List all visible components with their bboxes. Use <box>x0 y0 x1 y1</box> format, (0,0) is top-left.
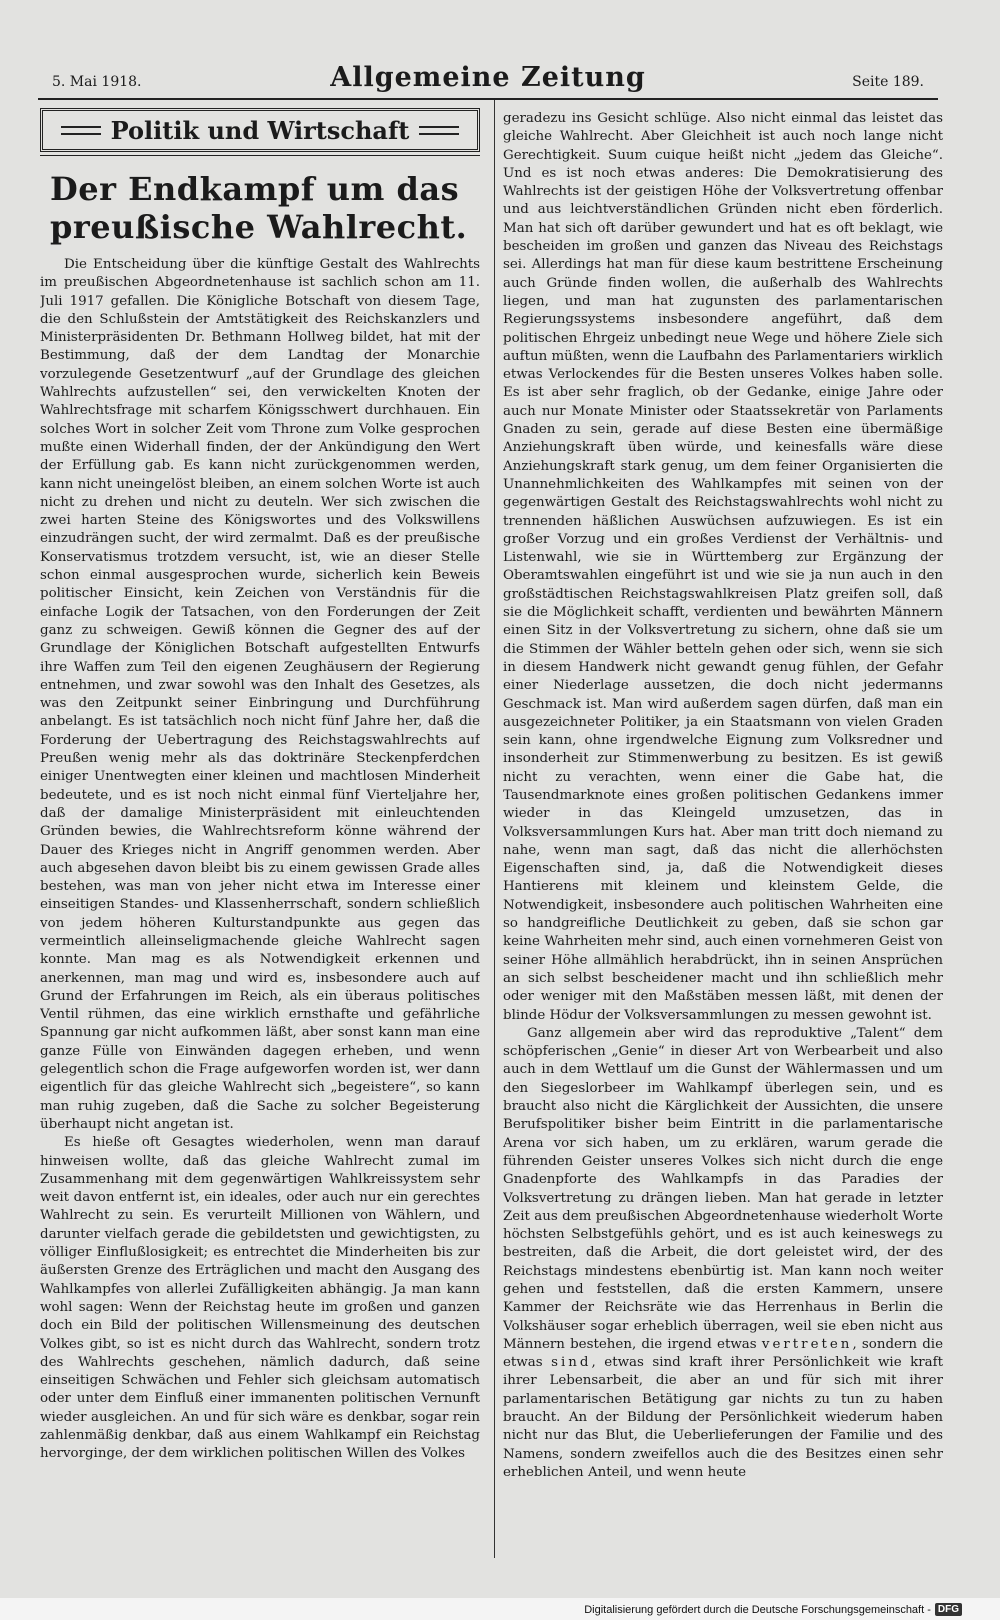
right-column <box>503 110 943 1560</box>
column-divider <box>494 100 495 1558</box>
footer <box>584 1603 962 1616</box>
article-paragraph: Es hieße oft Gesagtes wiederholen, wenn man darauf hinweisen wollte, daß das gleiche Wahlrecht zumal im Zusammenhang mit dem gegenwärtigen Wahlkreissystem sehr weit davon entfernt ist, ein ideales, oder auch nur ein gerechtes Wahlrecht zu sein. Es verurteilt Millionen von Wählern, und darunter vielfach gerade die gebildetsten und gewichtigsten, zu völliger Einflußlosigkeit; es entrechtet die Minderheiten bis zur äußersten Grenze des Erträglichen und macht den Ausgang des Wahlkampfes von allerlei Zufälligkeiten abhängig. Ja man kann wohl sagen: Wenn der Reichstag heute im großen und ganzen doch ein Bild der politischen Willensmeinung des deutschen Volkes gibt, so ist es nicht durch das Wahlrecht, sondern trotz des Wahlrechts geschehen, nämlich dadurch, daß seine einseitigen Schwächen und Fehler sich gleichsam automatisch oder unter dem Einfluß einer immanenten politischen Vernunft wieder ausgleichen. An und für sich wäre es denkbar, sogar rein zahlenmäßig denkbar, daß aus einem Wahlkampf ein Reichstag hervorginge, der dem wirklichen politischen Willen des Volkes <box>40 1135 480 1462</box>
section-banner <box>40 108 480 152</box>
newspaper-title: Allgemeine Zeitung <box>330 62 646 93</box>
header-page-number: Seite 189. <box>852 74 924 90</box>
section-title: Politik und Wirtschaft <box>110 115 410 145</box>
paragraph-text: , sondern die etwas <box>503 1336 943 1371</box>
page-header <box>52 62 924 102</box>
footer-credit: Digitalisierung gefördert durch die Deutsche Forschungsgemeinschaft - <box>584 1603 931 1616</box>
emphasis-text: sind <box>551 1355 592 1371</box>
article-headline: Der Endkampf um das preußische Wahlrecht. <box>50 170 468 246</box>
article-paragraph-continued: geradezu ins Gesicht schlüge. Also nicht einmal das leistet das gleiche Wahlrecht. Aber Gleichheit ist auch noch lange nicht Gerechtigkeit. Suum cuique heißt nicht „jedem das Gleiche“. Und es ist noch etwas anderes: Die Demokratisierung des Wahlrechts ist der geistigen Höhe der Volksvertretung offenbar und aus leichtverständlichen Gründen nicht eben förderlich. Man hat sich oft darüber gewundert und hat es oft beklagt, wie bescheiden im großen und ganzen das Niveau des Reichstags sei. Allerdings hat man für diese kaum bestrittene Erscheinung auch Gründe finden wollen, die außerhalb des Wahlrechts liegen, und man hat zugunsten des parlamentarischen Regierungssystems insbesondere angeführt, daß dem politischen Ehrgeiz unbedingt neue Wege und höhere Ziele sich auftun müßten, wenn die Laufbahn des Parlamentariers wirklich etwas Verlockendes für die Besten unseres Volkes haben solle. Es ist aber sehr fraglich, ob der Gedanke, einige Jahre oder auch nur Monate Minister oder Staatssekretär von Parlaments Gnaden zu sein, gerade auf diese Besten eine übermäßige Anziehungskraft üben würde, und keinesfalls wäre diese Anziehungskraft stark genug, um dem feiner Organisierten die Unannehmlichkeiten des Wahlkampfes mit seinen von der gegenwärtigen Gestalt des Reichstagswahlrechts wohl nicht zu trennenden häßlichen Auswüchsen aufzuwiegen. Es ist ein großer Vorzug und ein großes Verdienst der Verhältnis- und Listenwahl, wie sie in Württemberg zur Ergänzung der Oberamtswahlen eingeführt ist und wie sie ja nun auch in den großstädtischen Reichstagswahlkreisen Platz greifen soll, daß sie die Möglichkeit schafft, verdienten und bewährten Männern einen Sitz in der Volksvertretung zu sichern, ohne daß sie um die Stimmen der Wähler betteln gehen oder sich, wenn sie sich in diesem Handwerk nicht gewandt genug fühlen, der Gefahr einer Niederlage aussetzen, die doch nicht jedermanns Geschmack ist. Man wird außerdem sagen dürfen, daß man ein ausgezeichneter Politiker, ja ein Staatsmann von vielen Graden sein kann, ohne irgendwelche Eignung zum Volksredner und insonderheit zur Stimmenwerbung zu besitzen. Es ist gewiß nicht zu verachten, wenn einer die Gabe hat, die Tausendmarknote eines großen politischen Gedankens immer wieder in das Kleingeld umzusetzen, das in Volksversammlungen Kurs hat. Aber man tritt doch niemand zu nahe, wenn man sagt, daß das nicht die allerhöchsten Eigenschaften sind, ja, daß die Notwendigkeit dieses Hantierens mit kleinem und kleinstem Gelde, die Notwendigkeit, insbesondere auch politischen Wahrheiten eine so handgreifliche Deutlichkeit zu geben, daß sie schon gar keine Wahrheiten mehr sind, auch einen vornehmeren Geist von seiner Höhe allmählich herabdrückt, ihn in seinen Ansprüchen an sich selbst bescheidener macht und ihn schließlich mehr oder weniger mit den Maßstäben messen läßt, mit denen der blinde Hödur der Volksversammlungen zu messen gewohnt ist. <box>503 111 943 1023</box>
emphasis-text: vertreten <box>761 1336 853 1352</box>
header-rule <box>38 98 938 100</box>
dfg-logo: DFG <box>935 1603 962 1616</box>
ornament-rule-left <box>61 126 101 135</box>
article-paragraph: Die Entscheidung über die künftige Gestalt des Wahlrechts im preußischen Abgeordnetenhause ist sachlich schon am 11. Juli 1917 gefallen. Die Königliche Botschaft von diesem Tage, die den Schlußstein der Amtstätigkeit des Reichskanzlers und Ministerpräsidenten Dr. Bethmann Hollweg bildet, hat mit der Bestimmung, daß der dem Landtag der Monarchie vorzulegende Gesetzentwurf „auf der Grundlage des gleichen Wahlrechts aufzustellen“ sei, den verwickelten Knoten der Wahlrechtsfrage mit scharfem Königsschwert durchhauen. Ein solches Wort in solcher Zeit vom Throne zum Volke gesprochen mußte einen Widerhall finden, der der Ankündigung den Wert der Erfüllung gab. Es kann nicht zurückgenommen werden, kann nicht uneingelöst bleiben, an einem solchen Worte ist auch nicht zu drehen und nicht zu deuteln. Wer sich zwischen die zwei harten Steine des Königswortes und des Volkswillens einzudrängen sucht, der wird zermalmt. Daß es der preußische Konservatismus trotzdem versucht, ist, wie an dieser Stelle schon einmal ausgesprochen wurde, sicherlich kein Beweis politischer Einsicht, kein Zeichen von Verständnis für die einfache Logik der Tatsachen, von den Forderungen der Zeit ganz zu schweigen. Gewiß können die Gegner des auf der Grundlage der Königlichen Botschaft aufgestellten Entwurfs ihre Waffen zum Teil den eigenen Zeughäusern der Regierung entnehmen, und zwar sowohl was den Inhalt des Gesetzes, als was den Zeitpunkt seiner Einbringung und Durchführung anbelangt. Es ist tatsächlich noch nicht fünf Jahre her, daß die Forderung der Uebertragung des Reichstagswahlrechts auf Preußen wenig mehr als das doktrinäre Steckenpferdchen einiger Unentwegten einer kleinen und machtlosen Minderheit bedeutete, und es ist noch nicht einmal fünf Vierteljahre her, daß der damalige Ministerpräsident mit einleuchtenden Gründen bewies, die Wahlrechtsreform könne während der Dauer des Krieges nicht in Angriff genommen werden. Aber auch abgesehen davon bleibt bis zu einem gewissen Grade alles bestehen, was man von jeher nicht etwa im Interesse einer einseitigen Standes- und Klassenherrschaft, sondern schließlich von jedem höheren Kulturstandpunkte aus gegen das vermeintlich alleinseligmachende gleiche Wahlrecht sagen konnte. Man mag es als Notwendigkeit erkennen und anerkennen, man mag und wird es, insbesondere auch auf Grund der Erfahrungen im Reich, als ein überaus politisches Ventil rühmen, das eine wirklich ernsthafte und gefährliche Spannung gar nicht aufkommen läßt, aber sonst kann man eine ganze Fülle von Einwänden dagegen erheben, und wenn gelegentlich schon die Frage aufgeworfen worden ist, wer dann eigentlich für das gleiche Wahlrecht sich „begeistere“, so kann man ruhig zugeben, daß die Sache zu solcher Begeisterung überhaupt nicht angetan ist. <box>40 257 480 1132</box>
ornament-rule-right <box>419 126 459 135</box>
header-date: 5. Mai 1918. <box>52 74 142 90</box>
paragraph-text: Ganz allgemein aber wird das reproduktive „Talent“ dem schöpferischen „Genie“ in dieser Art von Werbearbeit und also auch in dem Wettlauf um die Gunst der Wählermassen und um den Siegeslorbeer im Wahlkampf überlegen sein, und es braucht also nicht die Kärglichkeit der Aussichten, die unsere Berufspolitiker bisher beim Eintritt in die parlamentarische Arena vor sich haben, um zu erklären, warum gerade die führenden Geister unseres Volkes sich nicht durch die enge Gnadenpforte des Wahlkampfs in das Paradies der Volksvertretung zu drängen lieben. Man hat gerade in letzter Zeit aus dem preußischen Abgeordnetenhause wiederholt Worte höchsten Selbstgefühls gehört, und es ist auch keineswegs zu bestreiten, daß die Arbeit, die dort geleistet wird, der des Reichstags mindestens ebenbürtig ist. Man kann noch weiter gehen und feststellen, daß die ersten Kammern, unsere Kammer der Reichsräte wie das Herrenhaus in Berlin die Volkshäuser sogar erheblich überragen, weil sie eben nicht aus Männern bestehen, die irgend etwas <box>503 1025 943 1352</box>
left-column <box>40 108 480 1558</box>
paragraph-text: , etwas sind kraft ihrer Persönlichkeit wie kraft ihrer Lebensarbeit, die aber an und für sich mit ihrer parlamentarischen Betätigung gar nichts zu tun zu haben braucht. An der Bildung der Persönlichkeit wiederum haben nicht nur das Blut, die Ueberlieferungen der Familie und des Namens, sondern zweifellos auch die des Besitzes einen sehr erheblichen Anteil, und wenn heute <box>503 1355 943 1480</box>
article-paragraph <box>503 1025 943 1482</box>
